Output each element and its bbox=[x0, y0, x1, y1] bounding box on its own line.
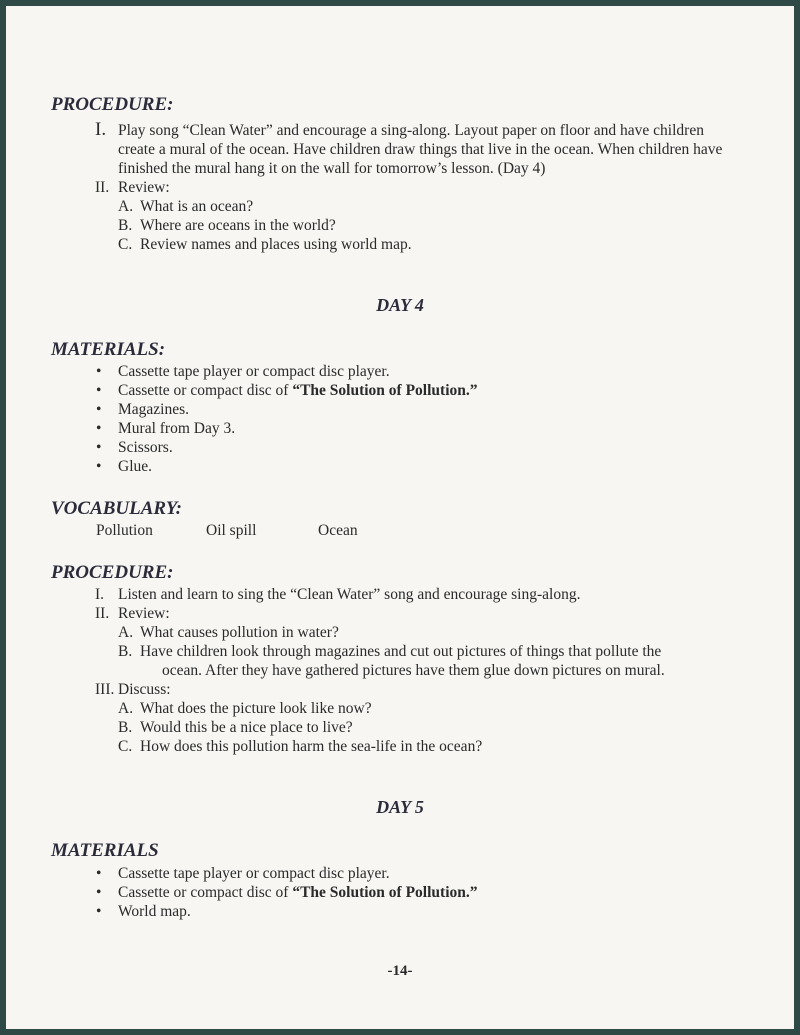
day-4-title: DAY 4 bbox=[376, 295, 424, 315]
procedure-heading-day3: PROCEDURE: bbox=[51, 94, 174, 115]
list-item: Where are oceans in the world? bbox=[140, 217, 336, 234]
vocab-word: Ocean bbox=[318, 522, 358, 539]
procedure-line: Play song “Clean Water” and encourage a sing-along. Layout paper on floor and have children bbox=[118, 122, 704, 139]
vocab-word: Oil spill bbox=[206, 522, 257, 539]
procedure-line: create a mural of the ocean. Have children draw things that live in the ocean. When children have bbox=[118, 141, 723, 158]
roman-numeral: I. bbox=[95, 586, 105, 603]
procedure-line: Review: bbox=[118, 179, 170, 196]
procedure-line: Review: bbox=[118, 605, 170, 622]
list-letter: A. bbox=[118, 700, 134, 717]
list-letter: A. bbox=[118, 624, 134, 641]
material-item: • Cassette tape player or compact disc player. bbox=[118, 362, 390, 381]
list-letter: C. bbox=[118, 738, 133, 755]
list-item: What causes pollution in water? bbox=[140, 624, 339, 641]
procedure-line: Listen and learn to sing the “Clean Water” song and encourage sing-along. bbox=[118, 586, 581, 603]
document-page bbox=[6, 6, 794, 1029]
list-item-continuation: ocean. After they have gathered pictures have them glue down pictures on mural. bbox=[162, 662, 665, 679]
list-letter: B. bbox=[118, 719, 133, 736]
material-item: • Cassette or compact disc of “The Solution of Pollution.” bbox=[118, 883, 478, 902]
list-item: What is an ocean? bbox=[140, 198, 254, 215]
material-item: • Glue. bbox=[118, 457, 152, 476]
material-item: • Cassette tape player or compact disc player. bbox=[118, 864, 390, 883]
material-item: • Cassette or compact disc of “The Solution of Pollution.” bbox=[118, 381, 478, 400]
materials-heading-day4: MATERIALS: bbox=[51, 339, 166, 360]
day-5-title: DAY 5 bbox=[376, 797, 424, 817]
material-item: • Magazines. bbox=[118, 400, 189, 419]
roman-numeral: I. bbox=[95, 119, 107, 140]
materials-heading-day5: MATERIALS bbox=[51, 840, 159, 861]
material-item: • Mural from Day 3. bbox=[118, 419, 235, 438]
roman-numeral: II. bbox=[95, 179, 110, 196]
material-item: • World map. bbox=[118, 902, 191, 921]
procedure-line: finished the mural hang it on the wall for tomorrow’s lesson. (Day 4) bbox=[118, 160, 546, 177]
list-letter: B. bbox=[118, 643, 133, 660]
roman-numeral: III. bbox=[95, 681, 115, 698]
list-letter: C. bbox=[118, 236, 133, 253]
list-item: Review names and places using world map. bbox=[140, 236, 412, 253]
list-letter: A. bbox=[118, 198, 134, 215]
list-item: Have children look through magazines and cut out pictures of things that pollute the bbox=[140, 643, 662, 660]
procedure-line: Discuss: bbox=[118, 681, 171, 698]
list-item: How does this pollution harm the sea-life in the ocean? bbox=[140, 738, 483, 755]
vocabulary-heading: VOCABULARY: bbox=[51, 498, 182, 519]
list-letter: B. bbox=[118, 217, 133, 234]
procedure-heading-day4: PROCEDURE: bbox=[51, 562, 174, 583]
roman-numeral: II. bbox=[95, 605, 110, 622]
list-item: What does the picture look like now? bbox=[140, 700, 372, 717]
list-item: Would this be a nice place to live? bbox=[140, 719, 353, 736]
material-item: • Scissors. bbox=[118, 438, 173, 457]
page-number: -14- bbox=[387, 963, 413, 979]
vocab-word: Pollution bbox=[96, 522, 153, 539]
